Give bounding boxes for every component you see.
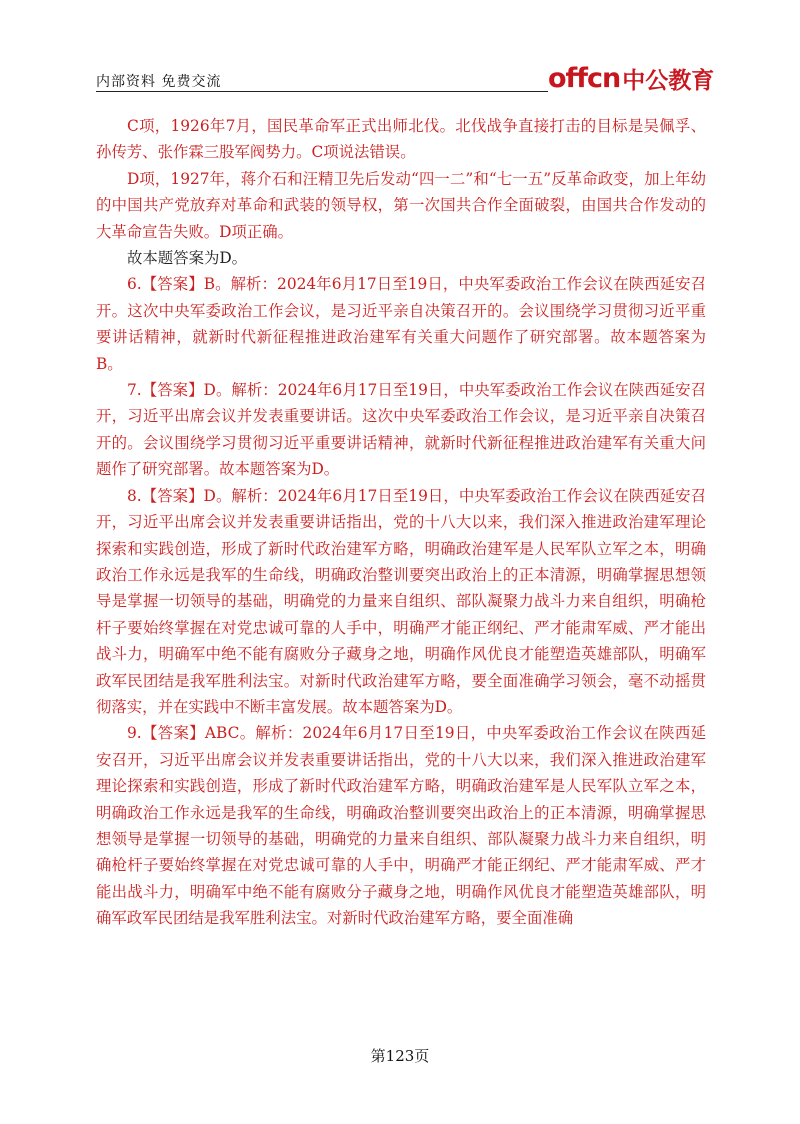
answer-explanations <box>96 113 706 932</box>
page-header <box>96 63 715 94</box>
paragraph-question-6: 6.【答案】B。解析：2024年6月17日至19日，中央军委政治工作会议在陕西延安召开。这次中央军委政治工作会议，是习近平亲自决策召开的。会议围绕学习贯彻习近平重要讲话精神，就新时代新征程推进政治建军有关重大问题作了研究部署。故本题答案为B。 <box>96 275 706 373</box>
logo-chinese-name: 中公教育 <box>622 68 715 94</box>
paragraph-question-7: 7.【答案】D。解析：2024年6月17日至19日，中央军委政治工作会议在陕西延安召开，习近平出席会议并发表重要讲话。这次中央军委政治工作会议，是习近平亲自决策召开的。会议围绕学习贯彻习近平重要讲话精神，就新时代新征程推进政治建军有关重大问题作了研究部署。故本题答案为D。 <box>96 381 706 479</box>
page-number: 第123页 <box>370 1047 430 1065</box>
header-divider <box>96 91 548 92</box>
logo-wordmark: offcn <box>548 63 621 94</box>
paragraph-conclusion: 故本题答案为D。 <box>127 249 248 268</box>
paragraph-question-8: 8.【答案】D。解析：2024年6月17日至19日，中央军委政治工作会议在陕西延安召开，习近平出席会议并发表重要讲话指出，党的十八大以来，我们深入推进政治建军理论探索和实践创造，形成了新时代政治建军方略，明确政治建军是人民军队立军之本，明确政治工作永远是我军的生命线，明确政治整训要突出政治上的正本清源，明确掌握思想领导是掌握一切领导的基础，明确党的力量来自组织、部队凝聚力战斗力来自组织，明确枪杆子要始终掌握在对党忠诚可靠的人手中，明确严才能正纲纪、严才能肃军威、严才能出战斗力，明确军中绝不能有腐败分子藏身之地，明确作风优良才能塑造英雄部队，明确军政军民团结是我军胜利法宝。对新时代政治建军方略，要全面准确学习领会，毫不动摇贯彻落实，并在实践中不断丰富发展。故本题答案为D。 <box>96 486 706 716</box>
paragraph-question-9: 9.【答案】ABC。解析：2024年6月17日至19日，中央军委政治工作会议在陕西延安召开，习近平出席会议并发表重要讲话指出，党的十八大以来，我们深入推进政治建军理论探索和实践创造，形成了新时代政治建军方略，明确政治建军是人民军队立军之本，明确政治工作永远是我军的生命线，明确政治整训要突出政治上的正本清源，明确掌握思想领导是掌握一切领导的基础，明确党的力量来自组织、部队凝聚力战斗力来自组织，明确枪杆子要始终掌握在对党忠诚可靠的人手中，明确严才能正纲纪、严才能肃军威、严才能出战斗力，明确军中绝不能有腐败分子藏身之地，明确作风优良才能塑造英雄部队，明确军政军民团结是我军胜利法宝。对新时代政治建军方略，要全面准确 <box>96 724 706 928</box>
paragraph-option-c: C项，1926年7月，国民革命军正式出师北伐。北伐战争直接打击的目标是吴佩孚、孙传芳、张作霖三股军阀势力。C项说法错误。 <box>96 117 706 162</box>
paragraph-option-d: D项，1927年，蒋介石和汪精卫先后发动“四一二”和“七一五”反革命政变，加上年幼的中国共产党放弃对革命和武装的领导权，第一次国共合作全面破裂，由国共合作发动的大革命宣告失败。D项正确。 <box>96 169 706 241</box>
header-label: 内部资料 免费交流 <box>96 74 222 90</box>
offcn-logo <box>548 62 714 94</box>
